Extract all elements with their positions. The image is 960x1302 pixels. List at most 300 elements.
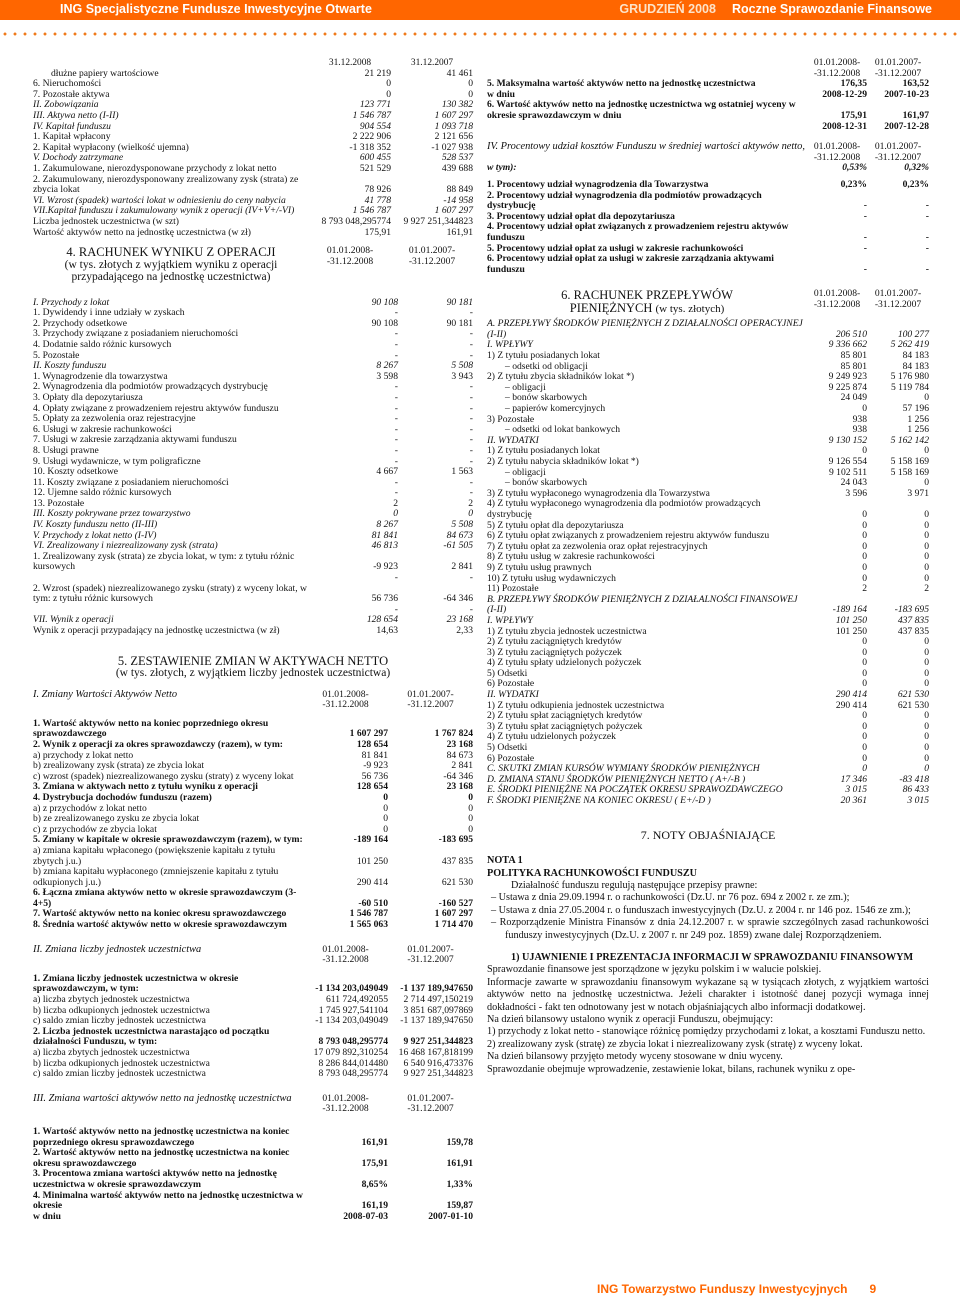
right-column (487, 58, 929, 1076)
row-label: 1) Z tytułu posiadanych lokat (487, 350, 600, 362)
value-2008: 600 455 (359, 152, 391, 164)
value-2008: 2008-07-03 (343, 1210, 388, 1222)
notes-paragraph-1: Sprawozdanie finansowe jest sporządzone w języku polskim i w walucie polskiej. (487, 964, 822, 976)
row-label: 5. Zmiany w kapitale w okresie sprawozdawczym (razem), w tym: (33, 834, 303, 846)
value-2007: - (469, 455, 473, 467)
table-row (33, 888, 473, 909)
row-label: 2. Wynik z operacji za okres sprawozdawczy (razem), w tym: (33, 738, 284, 750)
row-label: 1. Kapitał wpłacony (33, 131, 111, 143)
value-2007: -61 505 (443, 540, 473, 552)
row-label: dłużne papiery wartościowe (51, 67, 159, 79)
table-row (33, 435, 473, 446)
table-row (33, 1048, 473, 1059)
value-2007: 2 841 (451, 561, 473, 573)
value-2007: -183 695 (894, 604, 929, 616)
table-row (33, 228, 473, 239)
value-2007: 84 673 (446, 749, 473, 761)
row-label: 6) Pozostałe (487, 678, 535, 690)
row-label: – odsetki od obligacji (505, 360, 588, 372)
value-2008: 1 565 063 (349, 919, 388, 931)
value-2008: 290 414 (356, 876, 388, 888)
value-2007: - (925, 242, 929, 254)
row-label: 11. Koszty związane z posiadaniem nieruchomości (33, 476, 229, 488)
value-2007: -183 695 (438, 834, 473, 846)
result-item: 1) przychody z lokat netto - stanowiące różnicę pomiędzy przychodami z lokat, a kosztami Funduszu netto. (487, 1026, 926, 1038)
period-header: 01.01.2008- -31.12.2008 (813, 57, 861, 79)
period-header: 01.01.2007- -31.12.2007 (407, 943, 454, 966)
value-2007: 84 183 (902, 350, 929, 362)
value-2007: 0 (924, 752, 929, 764)
value-2008: 21 219 (364, 67, 391, 79)
value-2007: - (469, 328, 473, 340)
value-2007: 6 540 916,473376 (403, 1057, 473, 1069)
value-2008: 0 (862, 720, 867, 732)
value-2007: 23 168 (446, 781, 473, 793)
period-header: 01.01.2008- -31.12.2008 (322, 688, 369, 711)
note-1-label: NOTA 1 (487, 855, 523, 867)
row-label: 7. Wartość aktywów netto na koniec okresu sprawozdawczego (33, 908, 287, 920)
value-2008: 9 130 152 (828, 434, 867, 446)
value-2008: 20 361 (840, 795, 867, 806)
result-item: 2) zrealizowany zysk (stratę) ze zbycia lokat i niezrealizowany zysk (stratę) z wyceny lokat. (487, 1038, 863, 1050)
row-label: 6) Z tytułu opłat związanych z prowadzeniem rejestru aktywów funduszu (487, 530, 770, 542)
value-2008: - (394, 476, 398, 488)
row-label: I. WPŁYWY (487, 614, 533, 626)
value-2008: 1 607 297 (349, 728, 388, 740)
row-label: c) wzrost (spadek) niezrealizowanego zysku (straty) z wyceny lokat (33, 770, 294, 782)
value-2008: 0 (862, 561, 867, 573)
row-label: 4) Z tytułu spłaty udzielonych pożyczek (487, 657, 642, 669)
table-row (33, 446, 473, 457)
section-header-row (33, 690, 473, 711)
value-2007: 0 (924, 646, 929, 658)
value-2008: 0 (862, 530, 867, 542)
section-header-row (33, 1094, 473, 1115)
value-2008: 8 793 048,295774 (321, 215, 391, 227)
value-2007: 0 (924, 731, 929, 743)
section-header-row (33, 945, 473, 966)
laws-list (487, 892, 929, 942)
value-2007: 3 015 (907, 795, 929, 806)
table-row (33, 1148, 473, 1169)
table-row (33, 552, 473, 573)
value-2007: - (925, 210, 929, 222)
notes-intro: Działalność funduszu regulują następujące przepisy prawne: (511, 879, 758, 891)
value-2008: 9 225 874 (828, 381, 867, 393)
row-label: Liczba jednostek uczestnictwa (w szt) (33, 215, 179, 227)
table-row (33, 719, 473, 740)
value-2007: 5 176 980 (890, 371, 929, 383)
row-label: b) zrealizowany zysk (strata) ze zbycia lokat (33, 760, 205, 772)
row-label: 4) Z tytułu wypłaconego wynagrodzenia dla podmiotów prowadzących dystrybucję (487, 498, 761, 520)
table-row (33, 584, 473, 605)
value-2007: 1 256 (907, 413, 929, 425)
row-label: 11) Pozostałe (487, 583, 539, 595)
value-2008: 128 654 (356, 781, 388, 793)
row-label: b) liczba odkupionych jednostek uczestnictwa (33, 1057, 210, 1069)
row-label: 8) Z tytułu usług w zakresie rachunkowości (487, 551, 655, 563)
row-label: III. Koszty pokrywane przez towarzystwo (33, 508, 191, 520)
row-label: VII.Kapitał funduszu i zakumulowany wynik z operacji (IV+V+/-VI) (33, 205, 295, 217)
value-2008: 938 (852, 413, 867, 425)
value-2008: 8,65% (361, 1178, 388, 1190)
value-2007: 23 168 (446, 614, 473, 626)
value-2007: 0 (924, 636, 929, 648)
value-2008: 85 801 (840, 350, 867, 362)
table-row (33, 846, 473, 867)
value-2007: 2 714 497,150219 (403, 994, 473, 1006)
table-row (487, 457, 929, 468)
value-2008: 0 (862, 508, 867, 520)
row-label: 7. Usługi w zakresie zarządzania aktywami funduszu (33, 434, 237, 446)
value-2008: 1 546 787 (352, 109, 391, 121)
row-label: b) liczba odkupionych jednostek uczestnictwa (33, 1004, 210, 1016)
row-label: 3. Zmiana w aktywach netto z tytułu wyniku z operacji (33, 781, 258, 793)
row-label: 6. Procentowy udział opłat za usługi w zakresie zarządzania aktywami funduszu (487, 253, 774, 275)
value-2008: 0 (393, 508, 398, 520)
value-2008: 3 015 (845, 784, 867, 796)
row-label: 3. Przychody związane z posiadaniem nieruchomości (33, 328, 239, 340)
value-2008: 123 771 (359, 99, 391, 111)
value-2007: - (469, 391, 473, 403)
value-2008: 8 793 048,295774 (318, 1068, 388, 1080)
row-label: Wartość aktywów netto na jednostkę uczestnictwa (w zł) (33, 226, 251, 238)
row-label: V. Dochody zatrzymane (33, 152, 124, 164)
row-label: 1) Z tytułu posiadanych lokat (487, 445, 600, 457)
value: 0,32% (904, 162, 929, 174)
income-head-2008: 01.01.2008- -31.12.2008 (326, 245, 374, 267)
table-row (33, 1069, 473, 1080)
row-label: 3. Procentowy udział opłat dla depozytariusza (487, 210, 675, 222)
value-2008: -9 923 (373, 561, 398, 573)
table-row (33, 1169, 473, 1190)
value-2008: 9 102 511 (828, 466, 867, 478)
value-2008: 8 793 048,295774 (318, 1036, 388, 1048)
period-header: 01.01.2008- -31.12.2008 (813, 141, 861, 163)
value-2008: 101 250 (356, 855, 388, 867)
changes-title-block (33, 655, 473, 680)
value-2007: - (469, 603, 473, 615)
value-2007: 23 168 (446, 738, 473, 750)
row-label: 4. Procentowy udział opłat związanych z prowadzeniem rejestru aktywów funduszu (487, 221, 789, 243)
value-2008: 2 222 906 (352, 131, 391, 143)
row-label: a) liczba zbytych jednostek uczestnictwa (33, 994, 190, 1006)
value-2007: 90 181 (446, 296, 473, 308)
header-fund-name: ING Specjalistyczne Fundusze Inwestycyjne Otwarte (60, 2, 372, 16)
row-label: 1. Wynagrodzenie dla towarzystwa (33, 370, 168, 382)
income-title-block (33, 246, 309, 284)
value-2008: 81 841 (371, 529, 398, 541)
value-2007: 1 563 (451, 466, 473, 478)
value-2008: 4 667 (376, 466, 398, 478)
value-2008: 0 (862, 403, 867, 415)
value-2008: 46 813 (371, 540, 398, 552)
value-2007: 437 835 (897, 614, 929, 626)
value-2008: 0 (383, 791, 388, 803)
table-row (487, 100, 929, 121)
value-2008: 56 736 (371, 593, 398, 605)
row-label: 3) Z tytułu wypłaconego wynagrodzenia dla Towarzystwa (487, 487, 710, 499)
table-row (33, 626, 473, 637)
value-2007: 159,78 (446, 1136, 473, 1148)
row-label: 1. Wartość aktywów netto na jednostkę uczestnictwa na koniec poprzedniego okresu sprawozdawczego (33, 1125, 290, 1148)
section-header-row (487, 58, 929, 79)
row-label: D. ZMIANA STANU ŚRODKÓW PIENIĘŻNYCH NETTO ( A+/-B ) (487, 773, 746, 785)
period-header: 01.01.2007- -31.12.2007 (874, 57, 922, 79)
value-2008: 0 (862, 667, 867, 679)
value-2008: 1 546 787 (349, 908, 388, 920)
period-header: 01.01.2007- -31.12.2007 (407, 688, 454, 711)
value-2008: 290 414 (835, 689, 867, 701)
value-2008: 0 (386, 88, 391, 100)
value-2007: -1 027 938 (431, 141, 473, 153)
row-label: 1. Zmiana liczby jednostek uczestnictwa w okresie sprawozdawczym, w tym: (33, 972, 239, 995)
value-2007: - (469, 434, 473, 446)
value-2008: 611 724,492055 (325, 994, 388, 1006)
value-2007: 1 607 297 (434, 908, 473, 920)
decorative-dot-row (0, 30, 960, 38)
row-label: 2. Zakumulowany, nierozdysponowany zrealizowany zysk (strata) ze zbycia lokat (33, 173, 299, 196)
row-label: 2. Wynagrodzenia dla podmiotów prowadzących dystrybucję (33, 381, 268, 393)
value-2007: 2,33 (456, 625, 473, 636)
value-2008: 0 (383, 813, 388, 825)
value-2008: -1 134 203,049049 (315, 1015, 388, 1027)
value-2007: 437 835 (441, 855, 473, 867)
table-row (33, 90, 473, 101)
value-2008: 3 596 (845, 487, 867, 499)
value-2007: 2 (924, 583, 929, 595)
value-2008: 2 (862, 583, 867, 595)
row-label: a) liczba zbytych jednostek uczestnictwa (33, 1047, 190, 1058)
row-label: 1. Zakumulowane, nierozdysponowane przychody z lokat netto (33, 162, 277, 174)
row-label: 12. Ujemne saldo różnic kursowych (33, 487, 172, 499)
row-label: b) ze zrealizowanego zysku ze zbycia lokat (33, 813, 200, 825)
cashflow-head-2007: 01.01.2007- -31.12.2007 (874, 288, 922, 310)
value-2007: - (469, 349, 473, 361)
value-2007: 0 (468, 78, 473, 90)
row-label: w dniu (33, 1210, 61, 1222)
value-2007: 0 (924, 561, 929, 573)
value-2008: 8 267 (376, 519, 398, 531)
value-2007: 3 851 687,097869 (403, 1004, 473, 1016)
row-label: c) saldo zmian liczby jednostek uczestnictwa (33, 1068, 206, 1080)
value-2008: - (394, 328, 398, 340)
row-label: I. Przychody z lokat (33, 296, 110, 308)
value-2008: 0 (862, 551, 867, 563)
row-label: 9. Usługi wydawnicze, w tym poligraficzne (33, 455, 201, 467)
value-2008: 0 (862, 731, 867, 743)
value-2007: 0 (924, 530, 929, 542)
nav-extremes-table (487, 58, 929, 132)
result-list (487, 1026, 929, 1051)
value-2007: 0 (924, 392, 929, 404)
table-row (487, 563, 929, 574)
row-label: 2. Procentowy udział wynagrodzenia dla podmiotów prowadzących dystrybucję (487, 189, 762, 212)
row-label: 5. Maksymalna wartość aktywów netto na jednostkę uczestnictwa (487, 78, 756, 90)
cashflow-heading (487, 289, 929, 315)
value-2008: - (863, 263, 867, 275)
row-label: 2. Przychody odsetkowe (33, 317, 128, 329)
value-2007: 86 433 (902, 784, 929, 796)
value-2008: 9 249 923 (828, 371, 867, 383)
value-2008: -189 164 (353, 834, 388, 846)
value-2008: 17 346 (840, 773, 867, 785)
value-2008: - (394, 572, 398, 584)
balance-head-2008: 31.12.2008 (328, 58, 372, 68)
value-2007: 621 530 (897, 689, 929, 701)
value-2007: -160 527 (438, 897, 473, 909)
table-row (487, 796, 929, 807)
period-header: 01.01.2007- -31.12.2007 (874, 141, 922, 163)
header-report-name: Roczne Sprawozdanie Finansowe (731, 2, 932, 16)
value-2008: 161,91 (361, 1136, 388, 1148)
value-2007: 621 530 (441, 876, 473, 888)
value-2007: 84 183 (902, 360, 929, 372)
table-row (487, 191, 929, 212)
value-2007: 5 508 (451, 360, 473, 372)
row-label: c) saldo zmian liczby jednostek uczestnictwa (33, 1015, 206, 1027)
value-2008: - (394, 423, 398, 435)
value-2008: - (863, 231, 867, 243)
table-row (33, 393, 473, 404)
row-label: 5. Opłaty za zezwolenia oraz rejestracyjne (33, 413, 196, 425)
value-2008: 9 336 662 (828, 339, 867, 351)
value-2007: 9 927 251,344823 (403, 1068, 473, 1080)
value-2007: 0 (468, 802, 473, 814)
value-2008: - (394, 381, 398, 393)
row-label: II. WYDATKI (487, 689, 539, 701)
value-2008: 24 043 (840, 477, 867, 489)
row-label: 2) Z tytułu zaciągniętych kredytów (487, 636, 622, 648)
value-2007: 0 (924, 678, 929, 690)
row-label (487, 122, 807, 133)
period-header: 01.01.2007- -31.12.2007 (407, 1092, 454, 1115)
row-label: IV. Kapitał funduszu (33, 120, 111, 132)
table-row (487, 180, 929, 191)
row-label: C. SKUTKI ZMIAN KURSÓW WYMIANY ŚRODKÓW PIENIĘŻNYCH (487, 763, 760, 775)
value-2008: 0,23% (840, 178, 867, 190)
row-label: 4) Z tytułu udzielonych pożyczek (487, 731, 616, 743)
row-label: 10. Koszty odsetkowe (33, 466, 118, 478)
value-2008: 175,91 (361, 1157, 388, 1169)
table-row (33, 175, 473, 196)
section-title: III. Zmiana wartości aktywów netto na jednostkę uczestnictwa (33, 1092, 292, 1104)
value-2008: 9 126 554 (828, 456, 867, 467)
row-label: III. Aktywa netto (I-II) (33, 109, 119, 121)
table-row (487, 499, 929, 520)
table-row (487, 616, 929, 627)
law-item: – Rozporządzenie Ministra Finansów z dnia 24.12.2007 r. w sprawie szczególnych zasad rachunkowości funduszy inwestycyjnych (Dz.U. z 2007 r. nr 249 poz. 1859) zwane dalej Rozporządzeniem. (491, 917, 929, 941)
value-2007: 0 (468, 791, 473, 803)
value-2007: 163,52 (902, 78, 929, 90)
value-2008: 78 926 (364, 184, 391, 196)
value-2008: -1 134 203,049049 (315, 983, 388, 995)
row-label: 6. Łączna zmiana aktywów netto w okresie sprawozdawczym (3-4+5) (33, 887, 297, 909)
value-2008: - (394, 413, 398, 425)
value-2007: 0 (924, 763, 929, 775)
value-2007: 0 (924, 477, 929, 489)
value-2007: 0,23% (902, 178, 929, 190)
value-2007: 0 (468, 508, 473, 520)
row-label: V. Przychody z lokat netto (I-IV) (33, 529, 157, 541)
value-2007: - (925, 231, 929, 243)
value-2007: 161,91 (446, 1157, 473, 1169)
page-number: 9 (869, 1282, 877, 1296)
value-2008: - (863, 200, 867, 212)
section-title: I. Zmiany Wartości Aktywów Netto (33, 688, 178, 700)
value-2008: - (394, 434, 398, 446)
row-label: 1. Zrealizowany zysk (strata) ze zbycia lokat, w tym: z tytułu różnic kursowych (33, 550, 295, 573)
row-label: 3) Pozostałe (487, 413, 535, 425)
income-head-2007: 01.01.2007- -31.12.2007 (408, 245, 456, 267)
value-2007: - (469, 381, 473, 393)
value-2008: 206 510 (835, 328, 867, 340)
value-2008: 1 745 927,541104 (318, 1004, 388, 1016)
value-2007: - (469, 338, 473, 350)
value-2007: 0 (924, 742, 929, 754)
value-2008: 175,91 (364, 226, 391, 238)
row-label: I. WPŁYWY (487, 339, 533, 351)
row-label: 8. Średnia wartość aktywów netto w okresie sprawozdawczym (33, 919, 287, 931)
table-row (33, 488, 473, 499)
row-label: 5) Odsetki (487, 667, 528, 679)
value-2008: 8 267 (376, 360, 398, 372)
row-label: B. PRZEPŁYWY ŚRODKÓW PIENIĘŻNYCH Z DZIAŁALNOŚCI FINANSOWEJ (I-II) (487, 593, 798, 616)
value-2007: 1 767 824 (434, 728, 473, 740)
value-2007: 621 530 (897, 699, 929, 711)
value-2008: 0 (383, 823, 388, 835)
table-row (487, 319, 929, 340)
row-label: II. Zobowiązania (33, 99, 99, 111)
value-2007: - (469, 402, 473, 414)
value-2008: 90 108 (371, 317, 398, 329)
value-2008: - (394, 402, 398, 414)
row-label: 7) Z tytułu opłat za zezwolenia oraz opłat rejestracyjnych (487, 540, 708, 552)
row-label: VI. Wzrost (spadek) wartości lokat w odniesieniu do ceny nabycia (33, 194, 286, 206)
row-label: VI. Zrealizowany i niezrealizowany zysk (strata) (33, 540, 218, 552)
cashflow-title-2: PIENIĘŻNYCH (w tys. złotych) (569, 300, 725, 315)
period-header: 01.01.2008- -31.12.2008 (322, 1092, 369, 1115)
value-2008: -1 318 352 (349, 141, 391, 153)
table-row (33, 867, 473, 888)
value-2007: 0 (924, 710, 929, 722)
cost-share-title: IV. Procentowy udział kosztów Funduszu w średniej wartości aktywów netto, (487, 141, 805, 153)
row-label: F. ŚRODKI PIENIĘŻNE NA KONIEC OKRESU ( E+/-D ) (487, 795, 711, 806)
row-label: 2) Z tytułu spłat zaciągniętych kredytów (487, 710, 643, 722)
row-label: 5. Procentowy udział opłat za usługi w zakresie rachunkowości (487, 242, 744, 254)
row-label: 6. Usługi w zakresie rachunkowości (33, 423, 172, 435)
table-row (33, 1212, 473, 1223)
cashflow-table (487, 319, 929, 806)
value-2007: 3 971 (907, 487, 929, 499)
section-header-row (487, 142, 929, 163)
page-footer (597, 1282, 876, 1296)
row-label: 1) Z tytułu odkupienia jednostek uczestnictwa (487, 699, 665, 711)
table-row (33, 793, 473, 804)
notes-paragraph-2: Informacje zawarte w sprawozdaniu finansowym wykazane są w tysiącach złotych, z wyjątkiem wartości aktywów netto na jednostkę uczestnictwa. Jeżeli charakter i istotność danej pozycji wymaga innej dokładności - fakt ten odnotowany jest w notach objaśniających albo informacji dodatkowej. (487, 976, 929, 1013)
section-title: II. Zmiana liczby jednostek uczestnictwa (33, 943, 202, 955)
row-label: 5. Pozostałe (33, 349, 80, 361)
row-label: A. PRZEPŁYWY ŚRODKÓW PIENIĘŻNYCH Z DZIAŁALNOŚCI OPERACYJNEJ (I-II) (487, 318, 803, 340)
value-2007: 0 (468, 823, 473, 835)
value-2008: 0 (862, 763, 867, 775)
value-2008: 24 049 (840, 392, 867, 404)
value-2007: 88 849 (446, 184, 473, 196)
value-2007: 528 537 (441, 152, 473, 164)
value-2007: 2 121 656 (434, 131, 473, 143)
row-label: II. WYDATKI (487, 434, 539, 446)
value-2008: 521 529 (359, 162, 391, 174)
